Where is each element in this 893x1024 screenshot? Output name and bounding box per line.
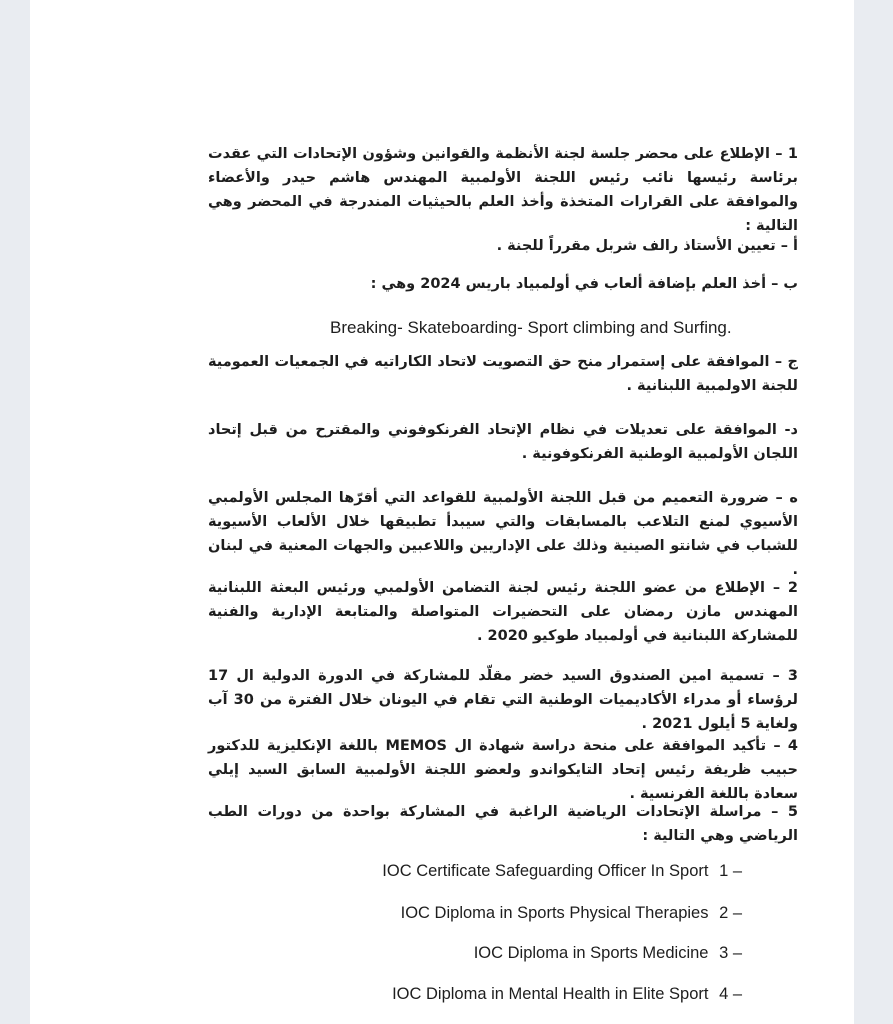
- paragraph-1e: ه – ضرورة التعميم من قبل اللجنة الأولمبية للقواعد التي أقرّها المجلس الأولمبي الأسيوي لمنع التلاعب بالمسابقات والتي سيبدأ تطبيقها خلال الألعاب الأسيوية للشباب في شانتو الصينية وذلك على الإداريين واللاعبين والجهات المعنية في لبنان .: [208, 490, 798, 578]
- course-item: [382, 862, 742, 881]
- course-title: IOC Diploma in Mental Health in Elite Sport: [392, 985, 709, 1003]
- course-item: [401, 904, 742, 923]
- paragraph-1c: ج – الموافقة على إستمرار منح حق التصويت لاتحاد الكاراتيه في الجمعيات العمومية للجنة الاولمبية اللبنانية .: [208, 354, 798, 394]
- course-number: 1 –: [719, 862, 742, 880]
- course-number: 2 –: [719, 904, 742, 922]
- course-number: 4 –: [719, 985, 742, 1003]
- course-item: [392, 985, 742, 1004]
- course-item: [474, 944, 742, 963]
- course-title: IOC Diploma in Sports Medicine: [473, 944, 709, 962]
- paragraph-1a: أ – تعيين الأستاذ رالف شربل مقرراً للجنة .: [496, 238, 798, 254]
- paragraph-3: 3 – تسمية امين الصندوق السيد خضر مقلّد للمشاركة في الدورة الدولية ال 17 لرؤساء أو مدراء الأكاديميات الوطنية التي تقام في اليونان خلال الفترة من 30 آب ولغاية 5 أيلول 2021 .: [208, 668, 798, 732]
- paragraph-4: 4 – تأكيد الموافقة على منحة دراسة شهادة ال MEMOS باللغة الإنكليزية للدكتور حبيب ظريفة رئيس إتحاد التايكواندو ولعضو اللجنة الأولمبية السابق السيد إيلي سعادة باللغة الفرنسية .: [208, 738, 798, 802]
- paragraph-1: 1 – الإطلاع على محضر جلسة لجنة الأنظمة والقوانين وشؤون الإتحادات التي عقدت برئاسة رئيسها نائب رئيس اللجنة الأولمبية المهندس هاشم حيدر والأعضاء والموافقة على القرارات المتخذة وأخذ العلم بالحيثيات المندرجة في المحضر وهي التالية :: [208, 146, 798, 234]
- course-title: IOC Certificate Safeguarding Officer In Sport: [382, 862, 709, 880]
- paragraph-1b: ب – أخذ العلم بإضافة ألعاب في أولمبياد باريس 2024 وهي :: [370, 276, 798, 292]
- course-number: 3 –: [719, 944, 742, 962]
- paragraph-2: 2 – الإطلاع من عضو اللجنة رئيس لجنة التضامن الأولمبي ورئيس البعثة اللبنانية المهندس مازن رمضان على التحضيرات المتواصلة والمتابعة الإدارية والفنية للمشاركة اللبنانية في أولمبياد طوكيو 2020 .: [208, 580, 798, 644]
- paragraph-1b-sports: Breaking- Skateboarding- Sport climbing and Surfing.: [330, 318, 732, 337]
- document-page: [30, 0, 854, 1024]
- paragraph-5: 5 – مراسلة الإتحادات الرياضية الراغبة في المشاركة بواحدة من دورات الطب الرياضي وهي التالية :: [208, 804, 798, 844]
- course-title: IOC Diploma in Sports Physical Therapies: [400, 904, 709, 922]
- paragraph-1d: د- الموافقة على تعديلات في نظام الإتحاد الفرنكوفوني والمقترح من قبل إتحاد اللجان الأولمبية الوطنية الفرنكوفونية .: [208, 422, 798, 462]
